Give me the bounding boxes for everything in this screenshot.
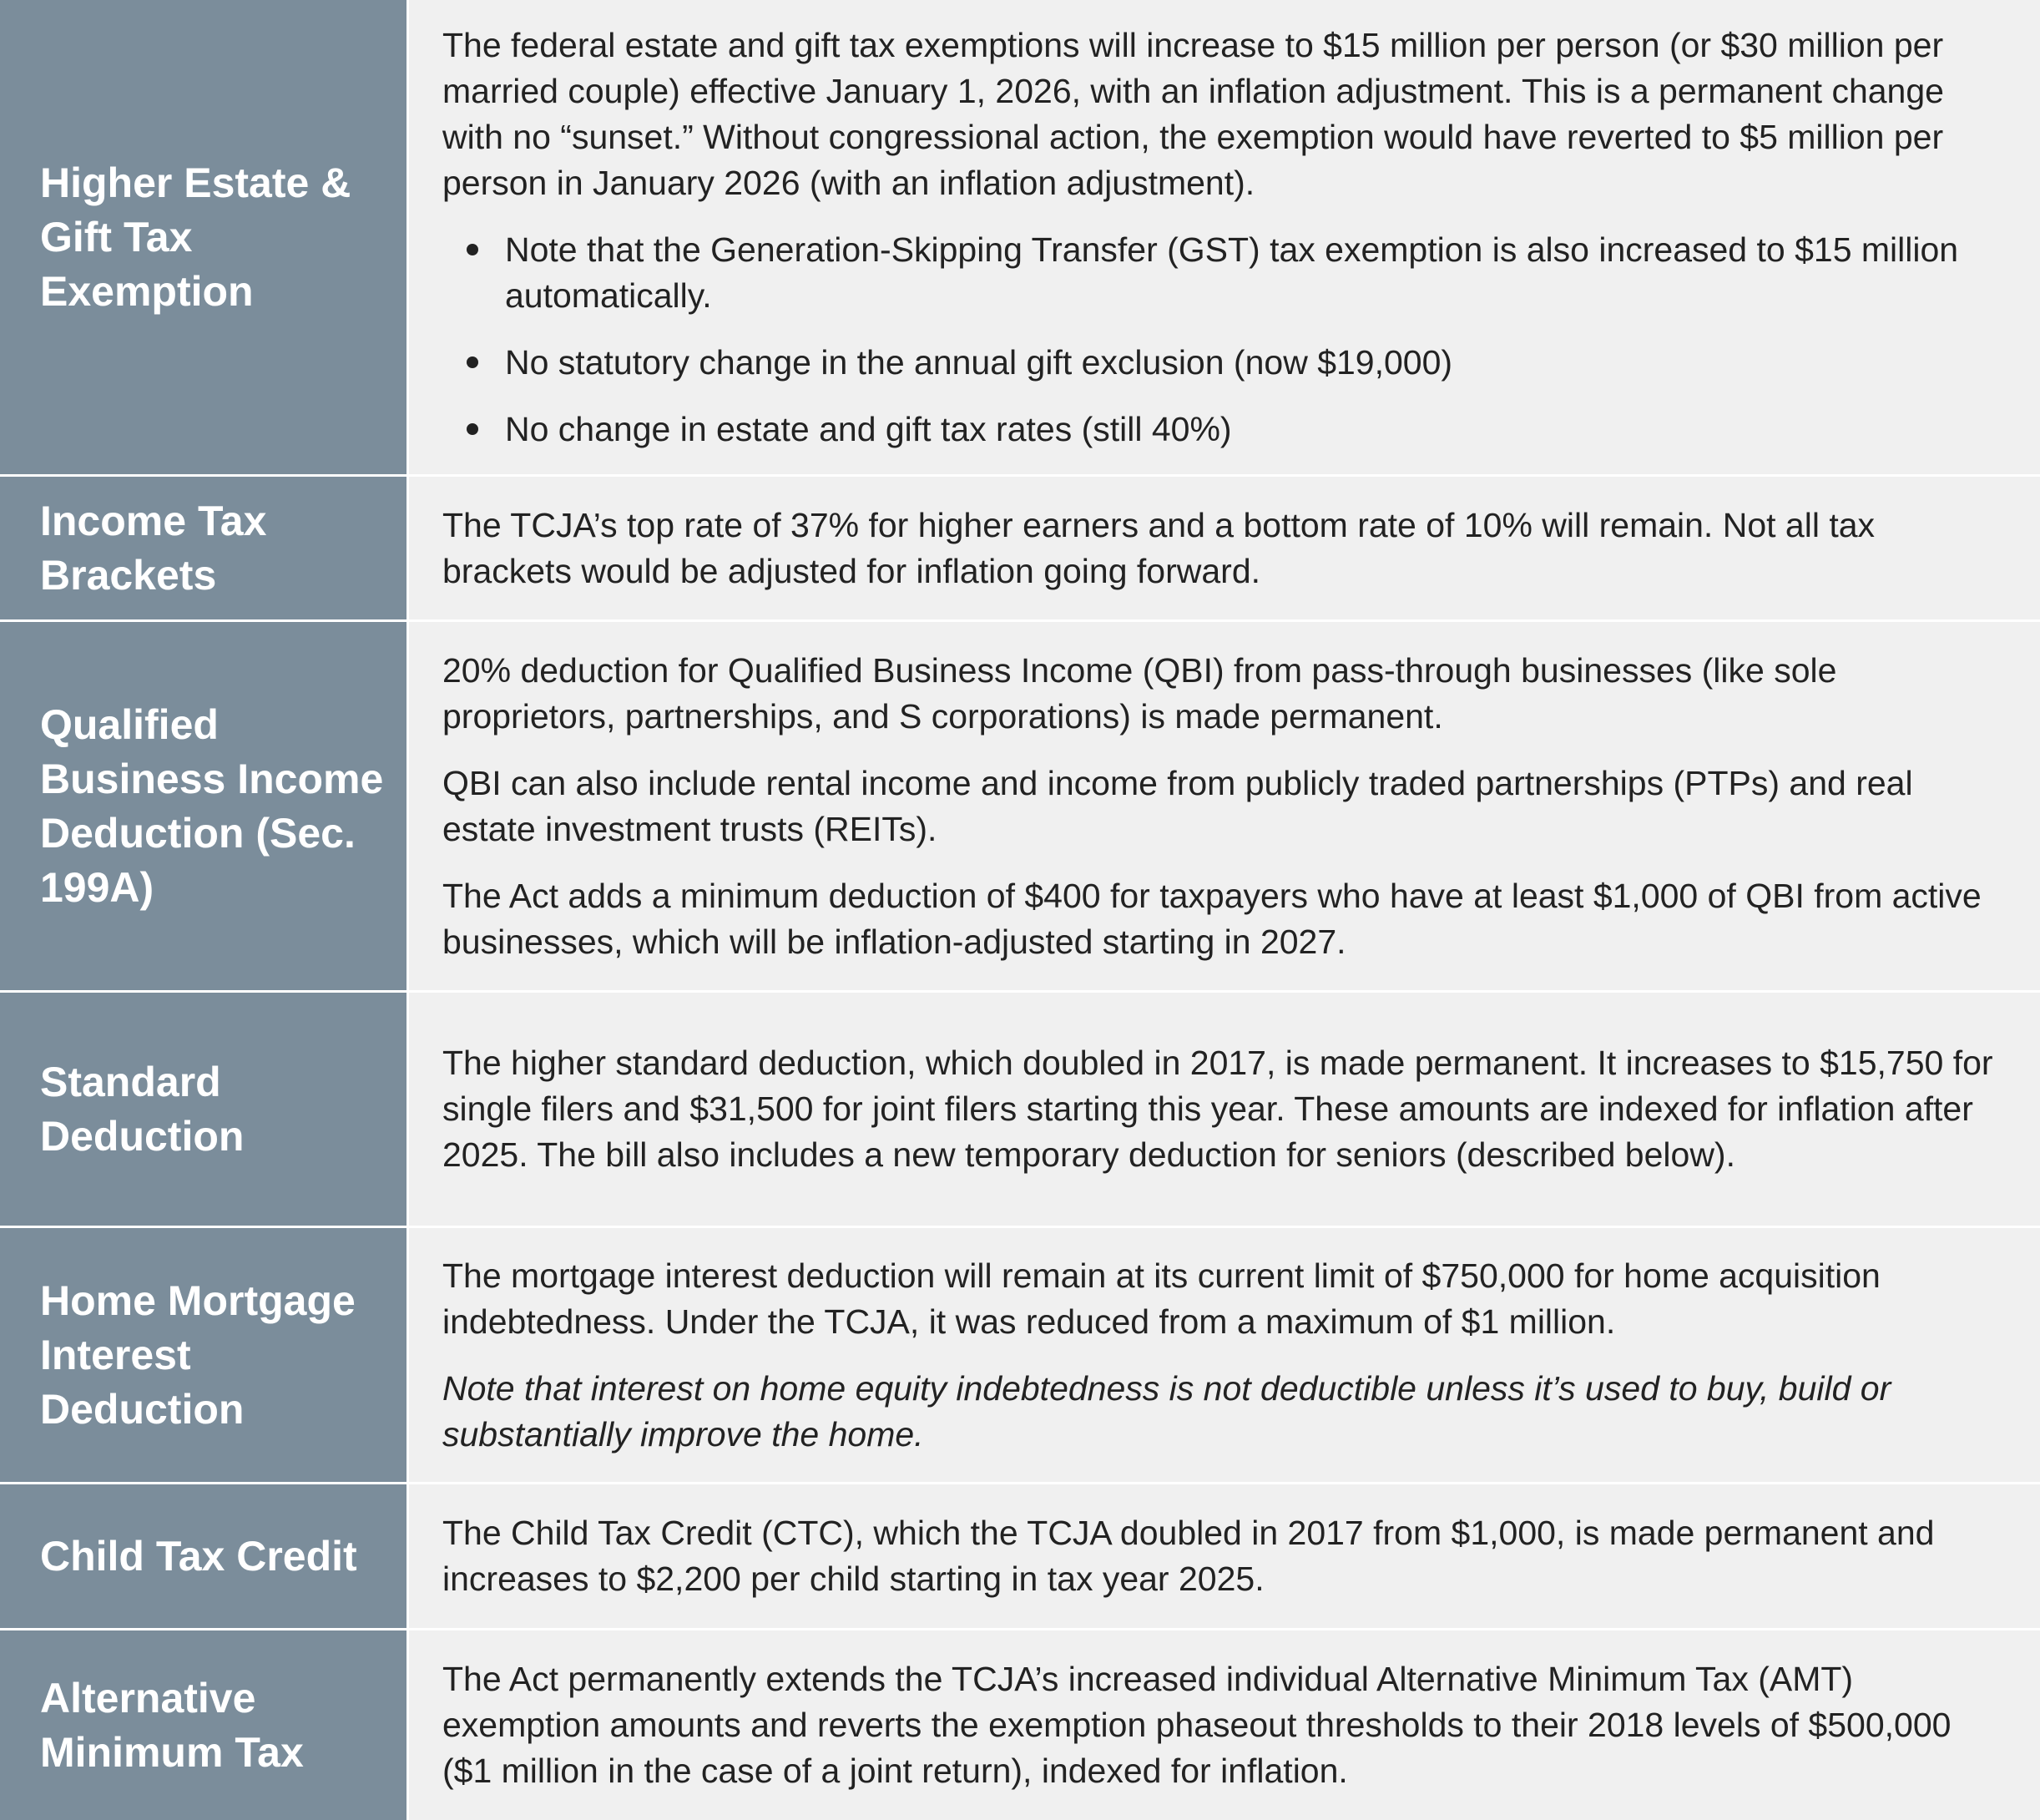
row-content-cell [409,477,2040,619]
bullet-list [442,227,2010,452]
row-italic-note: Note that interest on home equity indebtedness is not deductible unless it’s used to buy, build or substantially improve the home. [442,1368,1891,1453]
row-label: Qualified Business Income Deduction (Sec. 199A) [40,700,384,911]
bullet-icon [467,356,478,368]
row-label: Higher Estate & Gift Tax Exemption [40,159,351,315]
table-row [0,0,2040,477]
table-row [0,993,2040,1228]
table-row [0,477,2040,622]
row-label: Home Mortgage Interest Deduction [40,1277,356,1433]
bullet-text: No statutory change in the annual gift exclusion (now $19,000) [505,342,1453,382]
row-label-cell [0,1630,409,1820]
row-label: Income Tax Brackets [40,497,267,599]
row-paragraph: QBI can also include rental income and income from publicly traded partnerships (PTPs) and real estate investment trusts (REITs). [442,763,1913,848]
row-paragraph: 20% deduction for Qualified Business Income (QBI) from pass-through businesses (like sole proprietors, partnerships, and S corporations) is made permanent. [442,650,1837,736]
table-row [0,622,2040,993]
row-paragraph: The Act permanently extends the TCJA’s increased individual Alternative Minimum Tax (AMT) exemption amounts and reverts the exemption phaseout thresholds to their 2018 levels of $500,000 ($1 million in the case of a joint return), indexed for inflation. [442,1660,1952,1790]
bullet-icon [467,244,478,255]
row-paragraph: The mortgage interest deduction will remain at its current limit of $750,000 for home acquisition indebtedness. Under the TCJA, it was reduced from a maximum of $1 million. [442,1256,1881,1341]
row-content-cell [409,622,2040,990]
row-paragraph: The Child Tax Credit (CTC), which the TCJA doubled in 2017 from $1,000, is made permanent and increases to $2,200 per child starting in tax year 2025. [442,1514,1935,1598]
bullet-item [505,340,2010,386]
row-paragraph: The higher standard deduction, which doubled in 2017, is made permanent. It increases to $15,750 for single filers and $31,500 for joint filers starting this year. These amounts are indexed for inflation after 2025. The bill also includes a new temporary deduction for seniors (described below). [442,1044,1993,1174]
row-label-cell [0,993,409,1226]
row-paragraph: The TCJA’s top rate of 37% for higher earners and a bottom rate of 10% will remain. Not all tax brackets would be adjusted for inflation going forward. [442,505,1876,590]
row-content-cell [409,0,2040,474]
row-paragraph: The federal estate and gift tax exemptions will increase to $15 million per person (or $30 million per married couple) effective January 1, 2026, with an inflation adjustment. This is a permanent change with no “sunset.” Without congressional action, the exemption would have reverted to $5 million per person in January 2026 (with an inflation adjustment). [442,25,1944,202]
row-label-cell [0,622,409,990]
bullet-icon [467,423,478,435]
bullet-text: No change in estate and gift tax rates (still 40%) [505,409,1232,448]
row-label-cell [0,1228,409,1482]
row-label: Standard Deduction [40,1058,245,1160]
row-label: Child Tax Credit [40,1532,357,1580]
row-label-cell [0,1484,409,1628]
row-content-cell [409,1484,2040,1628]
row-label-cell [0,477,409,619]
row-content-cell [409,1630,2040,1820]
row-label: Alternative Minimum Tax [40,1674,304,1776]
row-label-cell [0,0,409,474]
table-row [0,1484,2040,1630]
row-paragraph: The Act adds a minimum deduction of $400 for taxpayers who have at least $1,000 of QBI from active businesses, which will be inflation-adjusted starting in 2027. [442,876,1982,961]
bullet-text: Note that the Generation-Skipping Transfer (GST) tax exemption is also increased to $15 million automatically. [505,230,1959,315]
table-row [0,1228,2040,1484]
row-content-cell [409,1228,2040,1482]
bullet-item [505,407,2010,452]
table-row [0,1630,2040,1820]
row-content-cell [409,993,2040,1226]
bullet-item [505,227,2010,319]
